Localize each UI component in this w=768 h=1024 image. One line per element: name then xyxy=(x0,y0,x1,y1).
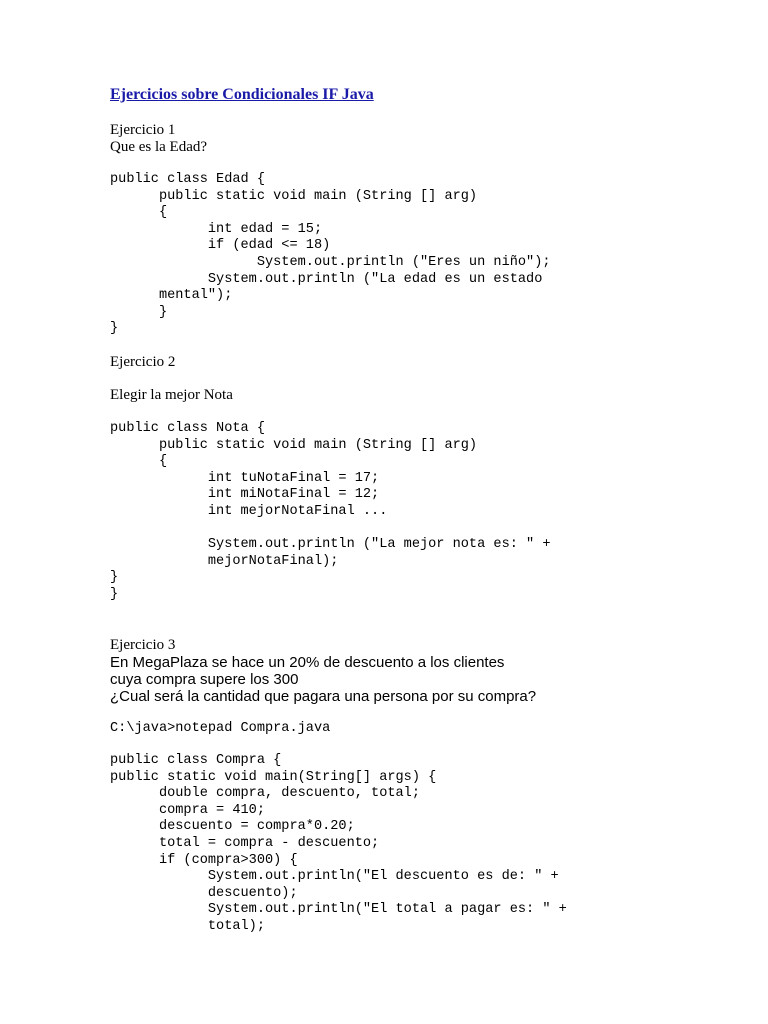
code-line: System.out.println("El total a pagar es: " + xyxy=(110,902,567,918)
exercise-1-subtitle: Que es la Edad? xyxy=(110,139,208,155)
exercise-3-description-line-2: cuya compra supere los 300 xyxy=(110,671,299,688)
exercise-3-heading: Ejercicio 3 xyxy=(110,637,176,653)
code-line: System.out.println("El descuento es de: " + xyxy=(110,869,559,885)
code-line: } xyxy=(110,321,119,337)
document-title[interactable]: Ejercicios sobre Condicionales IF Java xyxy=(110,86,374,103)
command-line: C:\java>notepad Compra.java xyxy=(110,721,331,736)
code-line: if (compra>300) { xyxy=(110,852,298,868)
exercise-3-description-line-1: En MegaPlaza se hace un 20% de descuento a los clientes xyxy=(110,654,505,671)
code-line: mejorNotaFinal); xyxy=(110,553,339,569)
code-line: System.out.println ("Eres un niño"); xyxy=(110,254,551,270)
exercise-3-command xyxy=(110,721,330,738)
code-line: mental"); xyxy=(110,288,233,304)
code-line: descuento); xyxy=(110,885,298,901)
code-line: double compra, descuento, total; xyxy=(110,786,420,802)
code-line: { xyxy=(110,205,168,221)
code-line: System.out.println ("La edad es un estado xyxy=(110,271,543,287)
code-line: public class Edad { xyxy=(110,172,265,187)
code-line: int edad = 15; xyxy=(110,221,323,237)
code-line: descuento = compra*0.20; xyxy=(110,819,355,835)
code-line: public class Compra { xyxy=(110,753,282,768)
code-line xyxy=(110,521,551,538)
exercise-3-question: ¿Cual será la cantidad que pagara una persona por su compra? xyxy=(110,688,537,705)
code-line: } xyxy=(110,304,168,320)
exercise-1-heading: Ejercicio 1 xyxy=(110,122,176,138)
code-line: public class Nota { xyxy=(110,421,265,436)
exercise-2-code-block xyxy=(110,421,551,604)
code-line: public static void main(String[] args) { xyxy=(110,769,437,785)
exercise-2-subtitle: Elegir la mejor Nota xyxy=(110,387,233,403)
code-line: { xyxy=(110,454,168,470)
code-line: total); xyxy=(110,918,265,934)
code-line: System.out.println ("La mejor nota es: " + xyxy=(110,537,551,553)
exercise-3-code-block xyxy=(110,753,567,936)
code-line: if (edad <= 18) xyxy=(110,238,331,254)
exercise-1-code-block xyxy=(110,172,551,338)
code-line: int miNotaFinal = 12; xyxy=(110,487,380,503)
code-line: int mejorNotaFinal ... xyxy=(110,503,388,519)
code-line: int tuNotaFinal = 17; xyxy=(110,470,380,486)
code-line: } xyxy=(110,586,119,602)
code-line: } xyxy=(110,570,119,586)
code-line: public static void main (String [] arg) xyxy=(110,188,478,204)
code-line: total = compra - descuento; xyxy=(110,835,380,851)
code-line: compra = 410; xyxy=(110,802,265,818)
exercise-2-heading: Ejercicio 2 xyxy=(110,354,176,370)
code-line: public static void main (String [] arg) xyxy=(110,437,478,453)
